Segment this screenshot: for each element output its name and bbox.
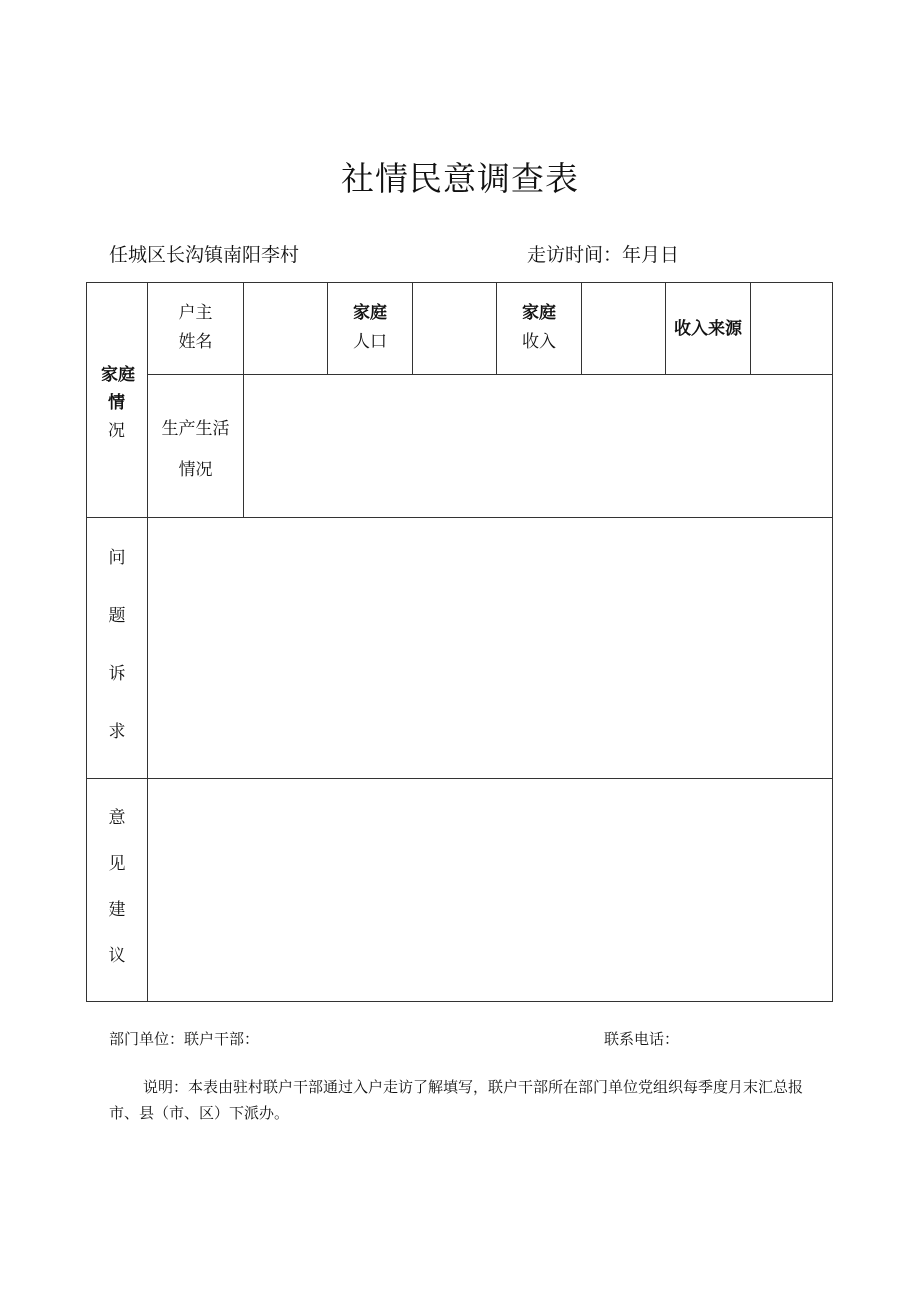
family-section-line3: 况 bbox=[108, 421, 125, 441]
phone-label: 联系电话： bbox=[604, 1030, 680, 1048]
opinions-label bbox=[106, 795, 128, 979]
income-line2: 收入 bbox=[522, 332, 556, 352]
production-value[interactable] bbox=[244, 375, 833, 517]
income-line1: 家庭 bbox=[522, 303, 556, 323]
opinions-char: 见 bbox=[108, 854, 126, 874]
income-value[interactable] bbox=[582, 283, 665, 374]
page-title: 社情民意调查表 bbox=[341, 159, 579, 198]
department-label: 部门单位：联户干部： bbox=[109, 1030, 260, 1048]
visit-time-label: 走访时间：年月日 bbox=[527, 244, 680, 266]
opinions-char: 意 bbox=[108, 808, 126, 828]
survey-form-table bbox=[86, 282, 833, 1002]
head-name-line2: 姓名 bbox=[178, 332, 213, 352]
production-line1: 生产生活 bbox=[161, 419, 230, 439]
family-section-label bbox=[101, 361, 151, 445]
problems-char: 诉 bbox=[108, 664, 126, 684]
family-section-line2: 情 bbox=[108, 393, 125, 413]
income-source-label: 收入来源 bbox=[674, 319, 742, 339]
opinions-char: 建 bbox=[108, 900, 126, 920]
production-line2: 情况 bbox=[178, 460, 213, 480]
location-label: 任城区长沟镇南阳李村 bbox=[109, 244, 300, 266]
opinions-char: 议 bbox=[108, 946, 126, 966]
problems-value[interactable] bbox=[148, 518, 833, 778]
head-name-value[interactable] bbox=[244, 283, 327, 374]
opinions-value[interactable] bbox=[148, 779, 833, 1002]
head-name-label bbox=[148, 299, 243, 357]
income-source-value[interactable] bbox=[751, 283, 833, 374]
problems-char: 问 bbox=[108, 548, 126, 568]
head-name-line1: 户主 bbox=[178, 303, 213, 323]
income-label bbox=[497, 299, 581, 357]
production-label bbox=[148, 409, 243, 491]
population-line2: 人口 bbox=[353, 332, 387, 352]
population-value[interactable] bbox=[413, 283, 496, 374]
explanation-note: 说明：本表由驻村联户干部通过入户走访了解填写，联户干部所在部门单位党组织每季度月末汇总报市、县（市、区）下派办。 bbox=[109, 1078, 804, 1122]
problems-char: 题 bbox=[108, 606, 126, 626]
population-label bbox=[328, 299, 412, 357]
population-line1: 家庭 bbox=[353, 303, 387, 323]
problems-char: 求 bbox=[108, 722, 126, 742]
problems-label bbox=[106, 529, 128, 761]
family-section-line1: 家庭 bbox=[101, 365, 135, 385]
